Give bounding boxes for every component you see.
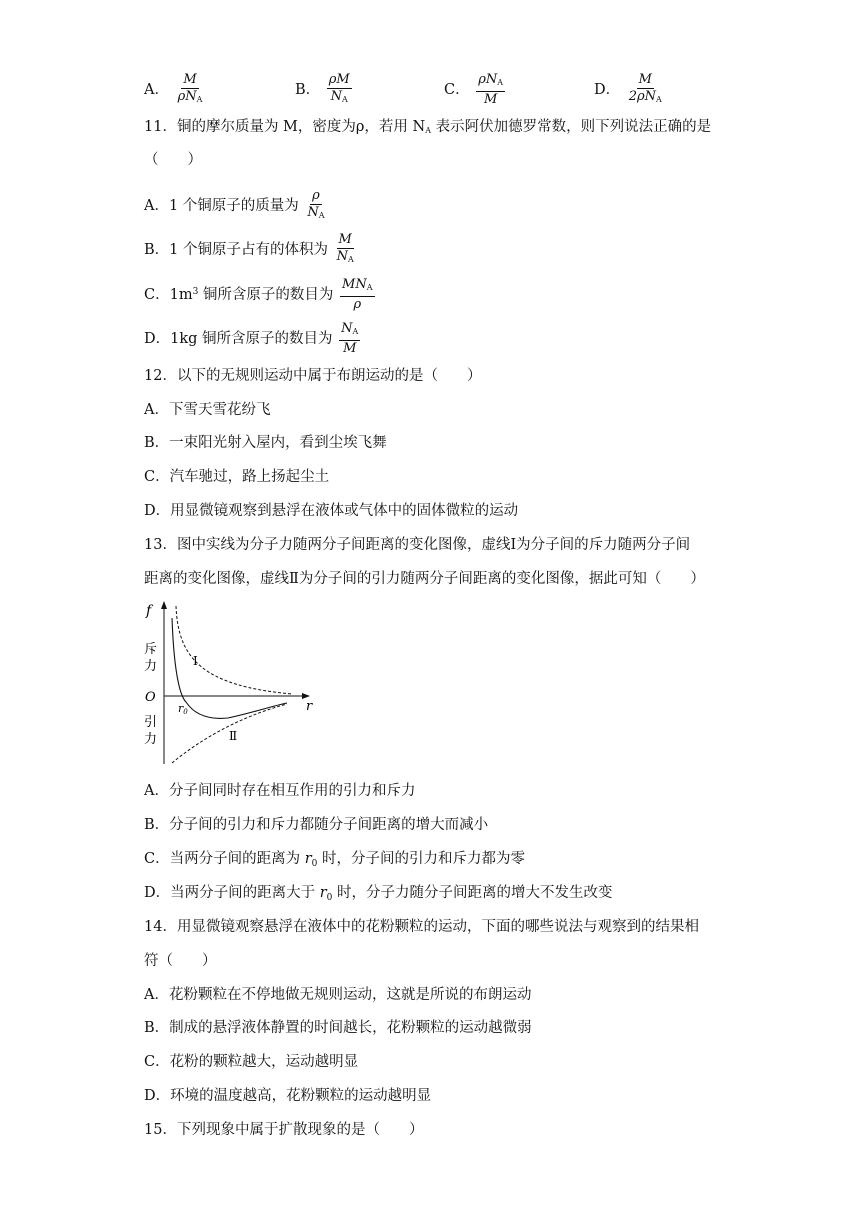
q12-option-d: D．用显微镜观察到悬浮在液体或气体中的固体微粒的运动 [144,503,519,519]
q13-stem-line2: 距离的变化图像，虚线Ⅱ为分子间的引力随两分子间距离的变化图像，据此可知（ ） [144,571,705,587]
fraction: $\frac{N_A}{M}$ [341,321,359,356]
q11-stem: 11．铜的摩尔质量为 M，密度为ρ，若用 $N_A$ 表示阿伏加德罗常数，则下列说法正确的是 [144,119,712,135]
q13-option-c: C．当两分子间的距离为 $r_0$ 时，分子间的引力和斥力都为零 [144,851,525,869]
q14-stem-line1: 14．用显微镜观察悬浮在液体中的花粉颗粒的运动，下面的哪些说法与观察到的结果相 [144,919,699,935]
q12-option-b: B．一束阳光射入屋内，看到尘埃飞舞 [144,435,387,451]
f-axis-label: f [146,603,152,619]
fraction: $\frac{M}{2\rho N_A}$ [628,72,662,104]
q13-option-d: D．当两分子间的距离大于 $r_0$ 时，分子力随分子间距离的增大不发生改变 [144,885,613,903]
q11-stem-blank: （ ） [144,152,202,168]
curve-1-label: Ⅰ [193,654,198,668]
q10-option-d: D． $\frac{M}{2\rho N_A}$ [594,72,664,108]
attraction-label-2: 力 [144,732,158,747]
q13-option-b: B．分子间的引力和斥力都随分子间距离的增大而减小 [144,817,489,833]
fraction: $\frac{M}{\rho N_A}$ [177,72,203,104]
q14-stem-line2: 符（ ） [144,953,217,969]
fraction: $\frac{\rho}{N_A}$ [307,188,325,220]
q14-option-b: B．制成的悬浮液体静置的时间越长，花粉颗粒的运动越微弱 [144,1020,532,1036]
q14-option-c: C．花粉的颗粒越大，运动越明显 [144,1054,359,1070]
r0-label: r0 [178,702,188,716]
q14-option-d: D．环境的温度越高，花粉颗粒的运动越明显 [144,1088,432,1104]
repulsion-label-2: 力 [144,659,158,674]
fraction: $\frac{\rho N_A}{M}$ [478,72,504,107]
q14-option-a: A．花粉颗粒在不停地做无规则运动，这就是所说的布朗运动 [144,987,532,1003]
origin-label: O [145,690,156,705]
q12-stem: 12．以下的无规则运动中属于布朗运动的是（ ） [144,368,482,384]
fraction: $\frac{MN_A}{\rho}$ [342,277,373,312]
q15-stem: 15．下列现象中属于扩散现象的是（ ） [144,1122,424,1138]
fraction: $\frac{\rho M}{N_A}$ [328,72,350,104]
q13-option-a: A．分子间同时存在相互作用的引力和斥力 [144,783,416,799]
q11-option-a: A．1 个铜原子的质量为 $\frac{\rho}{N_A}$ [144,188,327,224]
r-axis-label: r [306,699,313,714]
q11-option-b: B．1 个铜原子占有的体积为 $\frac{M}{N_A}$ [144,232,356,268]
q11-option-d: D．1kg 铜所含原子的数目为 $\frac{N_A}{M}$ [144,321,359,356]
q10-option-a: A． $\frac{M}{\rho N_A}$ [144,72,204,108]
q12-option-c: C．汽车驰过，路上扬起尘土 [144,469,330,485]
q13-stem-line1: 13．图中实线为分子力随两分子间距离的变化图像，虚线Ⅰ为分子间的斥力随两分子间 [144,537,691,553]
molecular-force-graph [142,598,322,770]
curve-2-label: Ⅱ [229,729,238,743]
repulsion-label-1: 斥 [144,642,158,657]
fraction: $\frac{M}{N_A}$ [336,232,354,264]
q12-option-a: A．下雪天雪花纷飞 [144,402,271,418]
attraction-label-1: 引 [144,715,158,730]
q10-option-b: B． $\frac{\rho M}{N_A}$ [295,72,352,108]
q10-option-c: C． $\frac{\rho N_A}{M}$ [444,72,504,107]
q11-option-c: C．$1m^3$ 铜所含原子的数目为 $\frac{MN_A}{\rho}$ [144,277,373,312]
